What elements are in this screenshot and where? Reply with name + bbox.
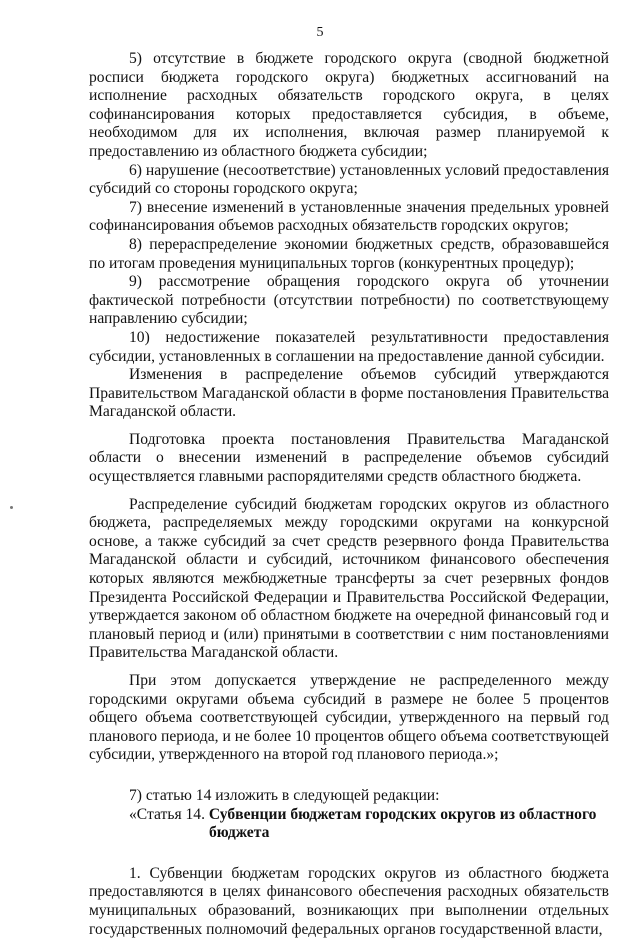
article-prefix: «Статья 14.: [129, 805, 206, 823]
list-item-7: 7) внесение изменений в установленные значения предельных уровней софинансирования объемов расходных обязательств городских округов;: [89, 198, 609, 235]
list-item-5: 5) отсутствие в бюджете городского округа (сводной бюджетной росписи бюджета городского округа) бюджетных ассигнований на исполнение расходных обязательств городского округа, в целях софинансирования которых предоставляется субсидия, в объеме, необходимом для их исполнения, включая размер планируемой к предоставлению из областного бюджета субсидии;: [89, 50, 609, 160]
list-item-10: 10) недостижение показателей результативности предоставления субсидии, установленных в соглашении на предоставление данной субсидии.: [89, 328, 609, 365]
article-paragraph-1: 1. Субвенции бюджетам городских округов из областного бюджета предоставляются в целях финансового обеспечения расходных обязательств муниципальных образований, возникающих при выполнении отдельных государственных полномочий федеральных органов государственной власти,: [89, 864, 609, 938]
article-heading: [89, 806, 609, 825]
list-item-8: 8) перераспределение экономии бюджетных средств, образовавшейся по итогам проведения муниципальных торгов (конкурентных процедур);: [89, 235, 609, 272]
paragraph-distribution: Распределение субсидий бюджетам городских округов из областного бюджета, распределяемых между городскими округами на конкурсной основе, а также субсидий за счет средств резервного фонда Правительства Магаданской области и субсидий, источником финансового обеспечения которых являются межбюджетные трансферты за счет резервных фондов Президента Российской Федерации и Правительства Российской Федерации, утверждается законом об областном бюджете на очередной финансовый год и плановый период и (или) принятыми в соответствии с ним постановлениями Правительства Магаданской области.: [89, 495, 609, 662]
amendment-instruction: 7) статью 14 изложить в следующей редакции:: [129, 786, 440, 804]
article-title-continuation: бюджета: [209, 824, 270, 842]
page-number: 5: [316, 25, 324, 40]
paragraph-changes: Изменения в распределение объемов субсидий утверждаются Правительством Магаданской области в форме постановления Правительства Магаданской области.: [89, 366, 609, 421]
list-item-6: 6) нарушение (несоответствие) установленных условий предоставления субсидий со стороны городского округа;: [89, 161, 609, 198]
document-body: [89, 50, 609, 939]
article-title: Субвенции бюджетам городских округов из областного: [208, 805, 597, 823]
list-item-9: 9) рассмотрение обращения городского округа об уточнении фактической потребности (отсутствии потребности) по соответствующему направлению субсидии;: [89, 273, 609, 328]
scan-speck: [10, 506, 13, 509]
paragraph-preparation: Подготовка проекта постановления Правительства Магаданской области о внесении изменений в распределение объемов субсидий осуществляется главными распорядителями средств областного бюджета.: [89, 430, 609, 486]
paragraph-allowance: При этом допускается утверждение не распределенного между городскими округами объема субсидий в размере не более 5 процентов общего объема соответствующей субсидии, утвержденного на первый год планового периода, и не более 10 процентов общего объема соответствующей субсидии, утвержденного на второй год планового периода.»;: [89, 672, 609, 764]
